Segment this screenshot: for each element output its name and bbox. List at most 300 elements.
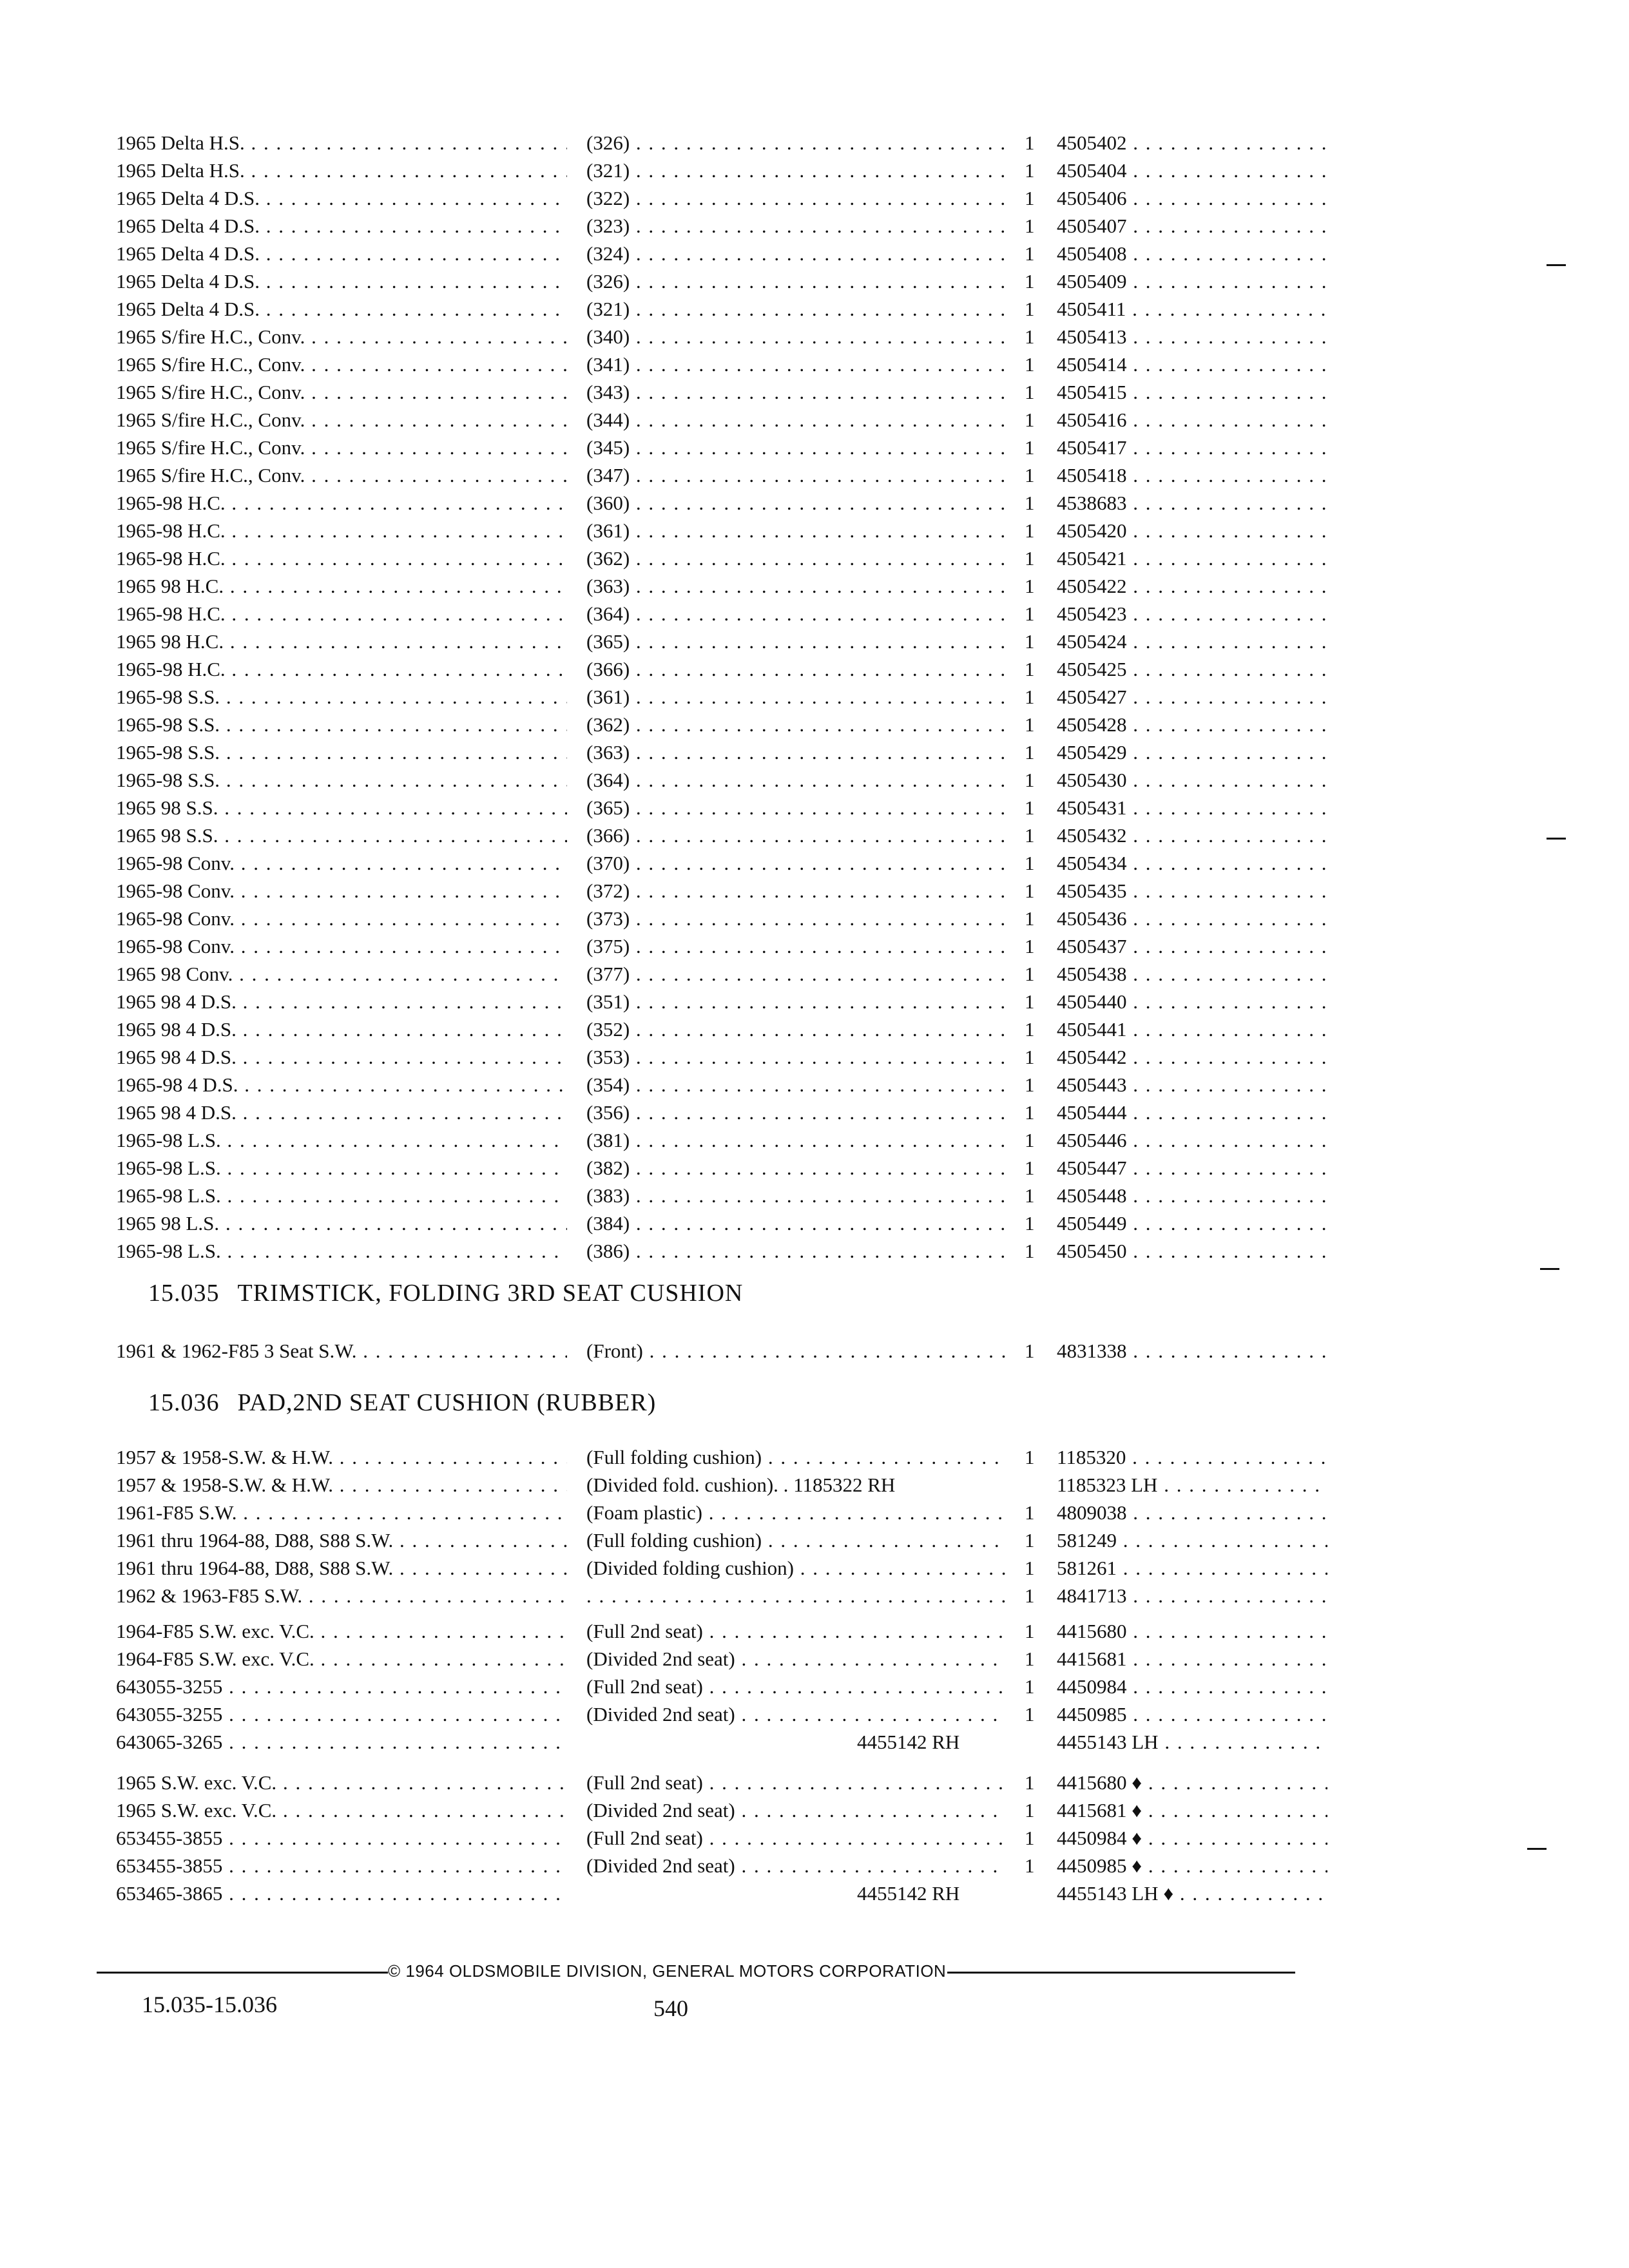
section-title: PAD,2ND SEAT CUSHION (RUBBER) (237, 1389, 657, 1416)
quantity-cell: 1 (1025, 242, 1035, 265)
description-cell: 4455142 RH (857, 1882, 960, 1905)
model-cell: 1965 S/fire H.C., Conv. . . . (116, 461, 567, 489)
table-row (116, 877, 1327, 905)
quantity-cell: 1 (1025, 1620, 1035, 1642)
description-cell: (365) . . . (586, 794, 1005, 822)
table-row (116, 1879, 1327, 1907)
quantity-cell: 1 (1025, 159, 1035, 182)
table-row (116, 572, 1327, 600)
description-cell: (366) . . . (586, 822, 1005, 849)
description-cell: (Divided 2nd seat) . . . (586, 1852, 1005, 1879)
quantity-cell: 1 (1025, 547, 1035, 570)
model-cell: 643065-3265 . . . (116, 1728, 567, 1756)
quantity-cell: 1 (1025, 602, 1035, 625)
table-row (116, 212, 1327, 240)
part-number-cell: 4505409 . . . (1057, 267, 1327, 295)
description-cell: (340) . . . (586, 323, 1005, 351)
model-cell: 1961 & 1962-F85 3 Seat S.W. . . . (116, 1337, 567, 1365)
part-number-cell: 4505432 . . . (1057, 822, 1327, 849)
table-row (116, 434, 1327, 461)
model-cell: 1961 thru 1964-88, D88, S88 S.W. . . . (116, 1554, 567, 1582)
quantity-cell: 1 (1025, 1018, 1035, 1041)
description-cell: (363) . . . (586, 572, 1005, 600)
part-number-cell: 4505434 . . . (1057, 849, 1327, 877)
part-number-cell: 4505443 . . . (1057, 1071, 1327, 1099)
model-cell: 1964-F85 S.W. exc. V.C. . . . (116, 1645, 567, 1673)
table-row (116, 794, 1327, 822)
quantity-cell: 1 (1025, 1184, 1035, 1207)
part-number-cell: 4505444 . . . (1057, 1099, 1327, 1126)
description-cell: (323) . . . (586, 212, 1005, 240)
quantity-cell: 1 (1025, 686, 1035, 708)
copyright-notice: © 1964 OLDSMOBILE DIVISION, GENERAL MOTORS CORPORATION (388, 1961, 947, 1981)
table-row (116, 1209, 1327, 1237)
part-number-cell: 4505407 . . . (1057, 212, 1327, 240)
quantity-cell: 1 (1025, 796, 1035, 819)
model-cell: 1965-98 Conv. . . . (116, 905, 567, 932)
quantity-cell: 1 (1025, 215, 1035, 237)
part-number-cell: 4505427 . . . (1057, 683, 1327, 711)
description-cell: (362) . . . (586, 544, 1005, 572)
part-number-cell: 4505440 . . . (1057, 988, 1327, 1015)
part-number-cell: 4505423 . . . (1057, 600, 1327, 628)
table-row (116, 1182, 1327, 1209)
page-number: 540 (653, 1995, 688, 2021)
description-cell: (381) . . . (586, 1126, 1005, 1154)
part-number-cell: 4505404 . . . (1057, 157, 1327, 184)
parts-list-15036-group2 (116, 1617, 1327, 1756)
description-cell: (364) . . . (586, 600, 1005, 628)
part-number-cell: 4450984 ♦ . . . (1057, 1824, 1327, 1852)
model-cell: 1965 98 H.C. . . . (116, 572, 567, 600)
quantity-cell: 1 (1025, 907, 1035, 930)
table-row (116, 1099, 1327, 1126)
model-cell: 1965 Delta 4 D.S. . . . (116, 267, 567, 295)
quantity-cell: 1 (1025, 1340, 1035, 1362)
description-cell: (321) . . . (586, 157, 1005, 184)
quantity-cell: 1 (1025, 1129, 1035, 1151)
table-row (116, 1824, 1327, 1852)
table-row (116, 683, 1327, 711)
model-cell: 1965 98 S.S. . . . (116, 822, 567, 849)
part-number-cell: 581261 . . . (1057, 1554, 1327, 1582)
section-number: 15.035 (148, 1280, 220, 1307)
parts-list-15036-group1 (116, 1443, 1327, 1610)
quantity-cell: 1 (1025, 270, 1035, 293)
section-range: 15.035-15.036 (142, 1992, 277, 2017)
quantity-cell: 1 (1025, 131, 1035, 154)
model-cell: 1965-98 H.C. . . . (116, 544, 567, 572)
description-cell: (360) . . . (586, 489, 1005, 517)
table-row (116, 1126, 1327, 1154)
model-cell: 1965 S/fire H.C., Conv. . . . (116, 406, 567, 434)
part-number-cell: 4505446 . . . (1057, 1126, 1327, 1154)
table-row (116, 129, 1327, 157)
quantity-cell: 1 (1025, 658, 1035, 680)
part-number-cell: 4415681 ♦ . . . (1057, 1796, 1327, 1824)
quantity-cell: 1 (1025, 1827, 1035, 1849)
part-number-cell: 4505411 . . . (1057, 295, 1327, 323)
model-cell: 1965-98 Conv. . . . (116, 877, 567, 905)
part-number-cell: 4505413 . . . (1057, 323, 1327, 351)
quantity-cell: 1 (1025, 879, 1035, 902)
margin-mark (1547, 264, 1566, 266)
part-number-cell: 4505428 . . . (1057, 711, 1327, 738)
description-cell: (372) . . . (586, 877, 1005, 905)
description-cell: (362) . . . (586, 711, 1005, 738)
part-number-cell: 4505441 . . . (1057, 1015, 1327, 1043)
part-number-cell: 4450985 ♦ . . . (1057, 1852, 1327, 1879)
part-number-cell: 4505422 . . . (1057, 572, 1327, 600)
section-heading-15035 (148, 1279, 761, 1307)
model-cell: 1961-F85 S.W. . . . (116, 1499, 567, 1526)
model-cell: 1965-98 4 D.S. . . . (116, 1071, 567, 1099)
table-row (116, 1471, 1327, 1499)
table-row (116, 822, 1327, 849)
description-cell: (386) . . . (586, 1237, 1005, 1265)
description-cell: 4455142 RH (857, 1731, 960, 1753)
quantity-cell: 1 (1025, 1046, 1035, 1068)
model-cell: 1965-98 S.S. . . . (116, 766, 567, 794)
quantity-cell: 1 (1025, 575, 1035, 597)
part-number-cell: 4505438 . . . (1057, 960, 1327, 988)
description-cell: (Divided fold. cushion). . 1185322 RH (586, 1474, 896, 1496)
part-number-cell: 4505435 . . . (1057, 877, 1327, 905)
description-cell: (344) . . . (586, 406, 1005, 434)
description-cell: (356) . . . (586, 1099, 1005, 1126)
table-row (116, 406, 1327, 434)
table-row (116, 628, 1327, 655)
quantity-cell: 1 (1025, 1675, 1035, 1698)
table-row (116, 988, 1327, 1015)
model-cell: 1965 S/fire H.C., Conv. . . . (116, 434, 567, 461)
part-number-cell: 4505425 . . . (1057, 655, 1327, 683)
model-cell: 1965 S/fire H.C., Conv. . . . (116, 351, 567, 378)
description-cell: (364) . . . (586, 766, 1005, 794)
model-cell: 1965-98 H.C. . . . (116, 489, 567, 517)
description-cell: (382) . . . (586, 1154, 1005, 1182)
part-number-cell: 4505450 . . . (1057, 1237, 1327, 1265)
table-row (116, 1796, 1327, 1824)
table-row (116, 240, 1327, 267)
table-row (116, 1154, 1327, 1182)
quantity-cell: 1 (1025, 1101, 1035, 1124)
description-cell (586, 1582, 1005, 1610)
model-cell: 1965 98 4 D.S. . . . (116, 988, 567, 1015)
description-cell: (Full folding cushion) . . . (586, 1526, 1005, 1554)
description-cell: (321) . . . (586, 295, 1005, 323)
table-row (116, 932, 1327, 960)
table-row (116, 1673, 1327, 1700)
description-cell: (363) . . . (586, 738, 1005, 766)
margin-mark (1540, 1268, 1559, 1270)
table-row (116, 655, 1327, 683)
description-cell: (373) . . . (586, 905, 1005, 932)
quantity-cell: 1 (1025, 630, 1035, 653)
model-cell: 653455-3855 . . . (116, 1824, 567, 1852)
table-row (116, 295, 1327, 323)
table-row (116, 378, 1327, 406)
model-cell: 1957 & 1958-S.W. & H.W. . . . (116, 1443, 567, 1471)
quantity-cell: 1 (1025, 769, 1035, 791)
part-number-cell: 4505449 . . . (1057, 1209, 1327, 1237)
model-cell: 1965 Delta H.S. . . . (116, 129, 567, 157)
quantity-cell: 1 (1025, 353, 1035, 376)
table-row (116, 157, 1327, 184)
part-number-cell: 4505430 . . . (1057, 766, 1327, 794)
description-cell: (366) . . . (586, 655, 1005, 683)
model-cell: 1965 98 H.C. . . . (116, 628, 567, 655)
table-row (116, 1043, 1327, 1071)
part-number-cell: 4505420 . . . (1057, 517, 1327, 544)
model-cell: 1965 98 4 D.S. . . . (116, 1015, 567, 1043)
description-cell: (351) . . . (586, 988, 1005, 1015)
quantity-cell: 1 (1025, 436, 1035, 459)
quantity-cell: 1 (1025, 1240, 1035, 1262)
model-cell: 1965 98 S.S. . . . (116, 794, 567, 822)
part-number-cell: 4505415 . . . (1057, 378, 1327, 406)
model-cell: 1964-F85 S.W. exc. V.C. . . . (116, 1617, 567, 1645)
part-number-cell: 4415681 . . . (1057, 1645, 1327, 1673)
description-cell: (377) . . . (586, 960, 1005, 988)
quantity-cell: 1 (1025, 1157, 1035, 1179)
model-cell: 1965 98 Conv. . . . (116, 960, 567, 988)
table-row (116, 905, 1327, 932)
description-cell: (324) . . . (586, 240, 1005, 267)
table-row (116, 1443, 1327, 1471)
table-row (116, 544, 1327, 572)
description-cell: (322) . . . (586, 184, 1005, 212)
table-row (116, 1617, 1327, 1645)
table-row (116, 1700, 1327, 1728)
part-number-cell: 4505448 . . . (1057, 1182, 1327, 1209)
section-number: 15.036 (148, 1389, 220, 1416)
model-cell: 1965 S/fire H.C., Conv. . . . (116, 323, 567, 351)
table-row (116, 1015, 1327, 1043)
table-row (116, 766, 1327, 794)
quantity-cell: 1 (1025, 1529, 1035, 1552)
table-row (116, 1337, 1327, 1365)
model-cell: 1965 S.W. exc. V.C. . . . (116, 1769, 567, 1796)
quantity-cell: 1 (1025, 852, 1035, 874)
table-row (116, 711, 1327, 738)
table-row (116, 323, 1327, 351)
part-number-cell: 4505424 . . . (1057, 628, 1327, 655)
table-row (116, 1769, 1327, 1796)
part-number-cell: 581249 . . . (1057, 1526, 1327, 1554)
model-cell: 1965 Delta 4 D.S. . . . (116, 240, 567, 267)
description-cell: (Full 2nd seat) . . . (586, 1824, 1005, 1852)
quantity-cell: 1 (1025, 187, 1035, 209)
quantity-cell: 1 (1025, 298, 1035, 320)
table-row (116, 517, 1327, 544)
part-number-cell: 4505408 . . . (1057, 240, 1327, 267)
table-row (116, 1071, 1327, 1099)
part-number-cell: 4505447 . . . (1057, 1154, 1327, 1182)
table-row (116, 1728, 1327, 1756)
table-row (116, 1526, 1327, 1554)
model-cell: 1965-98 H.C. . . . (116, 600, 567, 628)
description-cell: (326) . . . (586, 267, 1005, 295)
quantity-cell: 1 (1025, 1073, 1035, 1096)
part-number-cell: 4505436 . . . (1057, 905, 1327, 932)
table-row (116, 351, 1327, 378)
part-number-cell: 4450984 . . . (1057, 1673, 1327, 1700)
parts-list-15035 (116, 1337, 1327, 1365)
part-number-cell: 4505402 . . . (1057, 129, 1327, 157)
description-cell: (Full 2nd seat) . . . (586, 1769, 1005, 1796)
quantity-cell: 1 (1025, 1703, 1035, 1725)
quantity-cell: 1 (1025, 1854, 1035, 1877)
model-cell: 1965-98 H.C. . . . (116, 655, 567, 683)
model-cell: 1965 Delta 4 D.S. . . . (116, 212, 567, 240)
quantity-cell: 1 (1025, 1501, 1035, 1524)
description-cell: (354) . . . (586, 1071, 1005, 1099)
description-cell: (Full folding cushion) . . . (586, 1443, 1005, 1471)
quantity-cell: 1 (1025, 464, 1035, 486)
description-cell: (Divided folding cushion) . . . (586, 1554, 1005, 1582)
model-cell: 1965-98 H.C. . . . (116, 517, 567, 544)
part-number-cell: 4505416 . . . (1057, 406, 1327, 434)
description-cell: (Foam plastic) . . . (586, 1499, 1005, 1526)
model-cell: 1965 98 4 D.S. . . . (116, 1043, 567, 1071)
part-number-cell: 4841713 . . . (1057, 1582, 1327, 1610)
description-cell: (383) . . . (586, 1182, 1005, 1209)
description-cell: (343) . . . (586, 378, 1005, 406)
table-row (116, 960, 1327, 988)
quantity-cell: 1 (1025, 1212, 1035, 1235)
model-cell: 1965 S.W. exc. V.C. . . . (116, 1796, 567, 1824)
description-cell: (352) . . . (586, 1015, 1005, 1043)
quantity-cell: 1 (1025, 1648, 1035, 1670)
table-row (116, 849, 1327, 877)
part-number-cell: 4505421 . . . (1057, 544, 1327, 572)
table-row (116, 489, 1327, 517)
model-cell: 653465-3865 . . . (116, 1879, 567, 1907)
description-cell: (361) . . . (586, 683, 1005, 711)
description-cell: (Full 2nd seat) . . . (586, 1673, 1005, 1700)
description-cell: (361) . . . (586, 517, 1005, 544)
table-row (116, 461, 1327, 489)
part-number-cell: 4505431 . . . (1057, 794, 1327, 822)
model-cell: 1965-98 L.S. . . . (116, 1237, 567, 1265)
description-cell: (Front) . . . (586, 1337, 1005, 1365)
parts-list-main (116, 129, 1327, 1265)
description-cell: (353) . . . (586, 1043, 1005, 1071)
table-row (116, 1645, 1327, 1673)
quantity-cell: 1 (1025, 713, 1035, 736)
section-heading-15036 (148, 1389, 674, 1417)
table-row (116, 1499, 1327, 1526)
model-cell: 1961 thru 1964-88, D88, S88 S.W. . . . (116, 1526, 567, 1554)
quantity-cell: 1 (1025, 1771, 1035, 1794)
part-number-cell: 4505406 . . . (1057, 184, 1327, 212)
margin-mark (1547, 838, 1566, 840)
quantity-cell: 1 (1025, 519, 1035, 542)
quantity-cell: 1 (1025, 963, 1035, 985)
model-cell: 1965 98 L.S. . . . (116, 1209, 567, 1237)
model-cell: 1965-98 L.S. . . . (116, 1182, 567, 1209)
description-cell: (345) . . . (586, 434, 1005, 461)
description-cell: (Divided 2nd seat) . . . (586, 1796, 1005, 1824)
description-cell: (370) . . . (586, 849, 1005, 877)
model-cell: 1962 & 1963-F85 S.W. . . . (116, 1582, 567, 1610)
part-number-cell: 4450985 . . . (1057, 1700, 1327, 1728)
quantity-cell: 1 (1025, 990, 1035, 1013)
part-number-cell: 4505437 . . . (1057, 932, 1327, 960)
table-row (116, 184, 1327, 212)
part-number-cell: 4809038 . . . (1057, 1499, 1327, 1526)
table-row (116, 738, 1327, 766)
table-row (116, 267, 1327, 295)
footer-rule-right (947, 1972, 1295, 1974)
model-cell: 1965 Delta H.S. . . . (116, 157, 567, 184)
model-cell: 1965-98 Conv. . . . (116, 932, 567, 960)
parts-list-15036-group3 (116, 1769, 1327, 1907)
description-cell: (365) . . . (586, 628, 1005, 655)
description-cell: (Full 2nd seat) . . . (586, 1617, 1005, 1645)
part-number-cell: 4455143 LH ♦ . . . (1057, 1879, 1327, 1907)
quantity-cell: 1 (1025, 381, 1035, 403)
part-number-cell: 4415680 . . . (1057, 1617, 1327, 1645)
description-cell: (Divided 2nd seat) . . . (586, 1700, 1005, 1728)
quantity-cell: 1 (1025, 492, 1035, 514)
part-number-cell: 4505429 . . . (1057, 738, 1327, 766)
model-cell: 1965 S/fire H.C., Conv. . . . (116, 378, 567, 406)
description-cell: (341) . . . (586, 351, 1005, 378)
model-cell: 1957 & 1958-S.W. & H.W. . . . (116, 1471, 567, 1499)
part-number-cell: 4831338 . . . (1057, 1337, 1327, 1365)
model-cell: 1965 98 4 D.S. . . . (116, 1099, 567, 1126)
table-row (116, 1852, 1327, 1879)
model-cell: 653455-3855 . . . (116, 1852, 567, 1879)
quantity-cell: 1 (1025, 935, 1035, 957)
part-number-cell: 4505417 . . . (1057, 434, 1327, 461)
part-number-cell: 4415680 ♦ . . . (1057, 1769, 1327, 1796)
part-number-cell: 4455143 LH . . . (1057, 1728, 1327, 1756)
part-number-cell: 4505442 . . . (1057, 1043, 1327, 1071)
quantity-cell: 1 (1025, 824, 1035, 847)
quantity-cell: 1 (1025, 1446, 1035, 1468)
quantity-cell: 1 (1025, 1584, 1035, 1607)
table-row (116, 1582, 1327, 1610)
quantity-cell: 1 (1025, 1557, 1035, 1579)
margin-mark (1527, 1848, 1547, 1850)
section-title: TRIMSTICK, FOLDING 3RD SEAT CUSHION (237, 1280, 744, 1307)
quantity-cell: 1 (1025, 741, 1035, 764)
model-cell: 1965-98 S.S. . . . (116, 683, 567, 711)
model-cell: 1965-98 S.S. . . . (116, 711, 567, 738)
description-cell: (384) . . . (586, 1209, 1005, 1237)
table-row (116, 1554, 1327, 1582)
quantity-cell: 1 (1025, 325, 1035, 348)
model-cell: 643055-3255 . . . (116, 1673, 567, 1700)
table-row (116, 1237, 1327, 1265)
quantity-cell: 1 (1025, 408, 1035, 431)
part-number-cell: 1185320 . . . (1057, 1443, 1327, 1471)
part-number-cell: 4505414 . . . (1057, 351, 1327, 378)
table-row (116, 600, 1327, 628)
model-cell: 1965 Delta 4 D.S. . . . (116, 184, 567, 212)
description-cell: (375) . . . (586, 932, 1005, 960)
model-cell: 1965-98 L.S. . . . (116, 1126, 567, 1154)
quantity-cell: 1 (1025, 1799, 1035, 1821)
description-cell: (326) . . . (586, 129, 1005, 157)
footer-rule-left (97, 1972, 388, 1974)
description-cell: (347) . . . (586, 461, 1005, 489)
model-cell: 643055-3255 . . . (116, 1700, 567, 1728)
model-cell: 1965-98 Conv. . . . (116, 849, 567, 877)
